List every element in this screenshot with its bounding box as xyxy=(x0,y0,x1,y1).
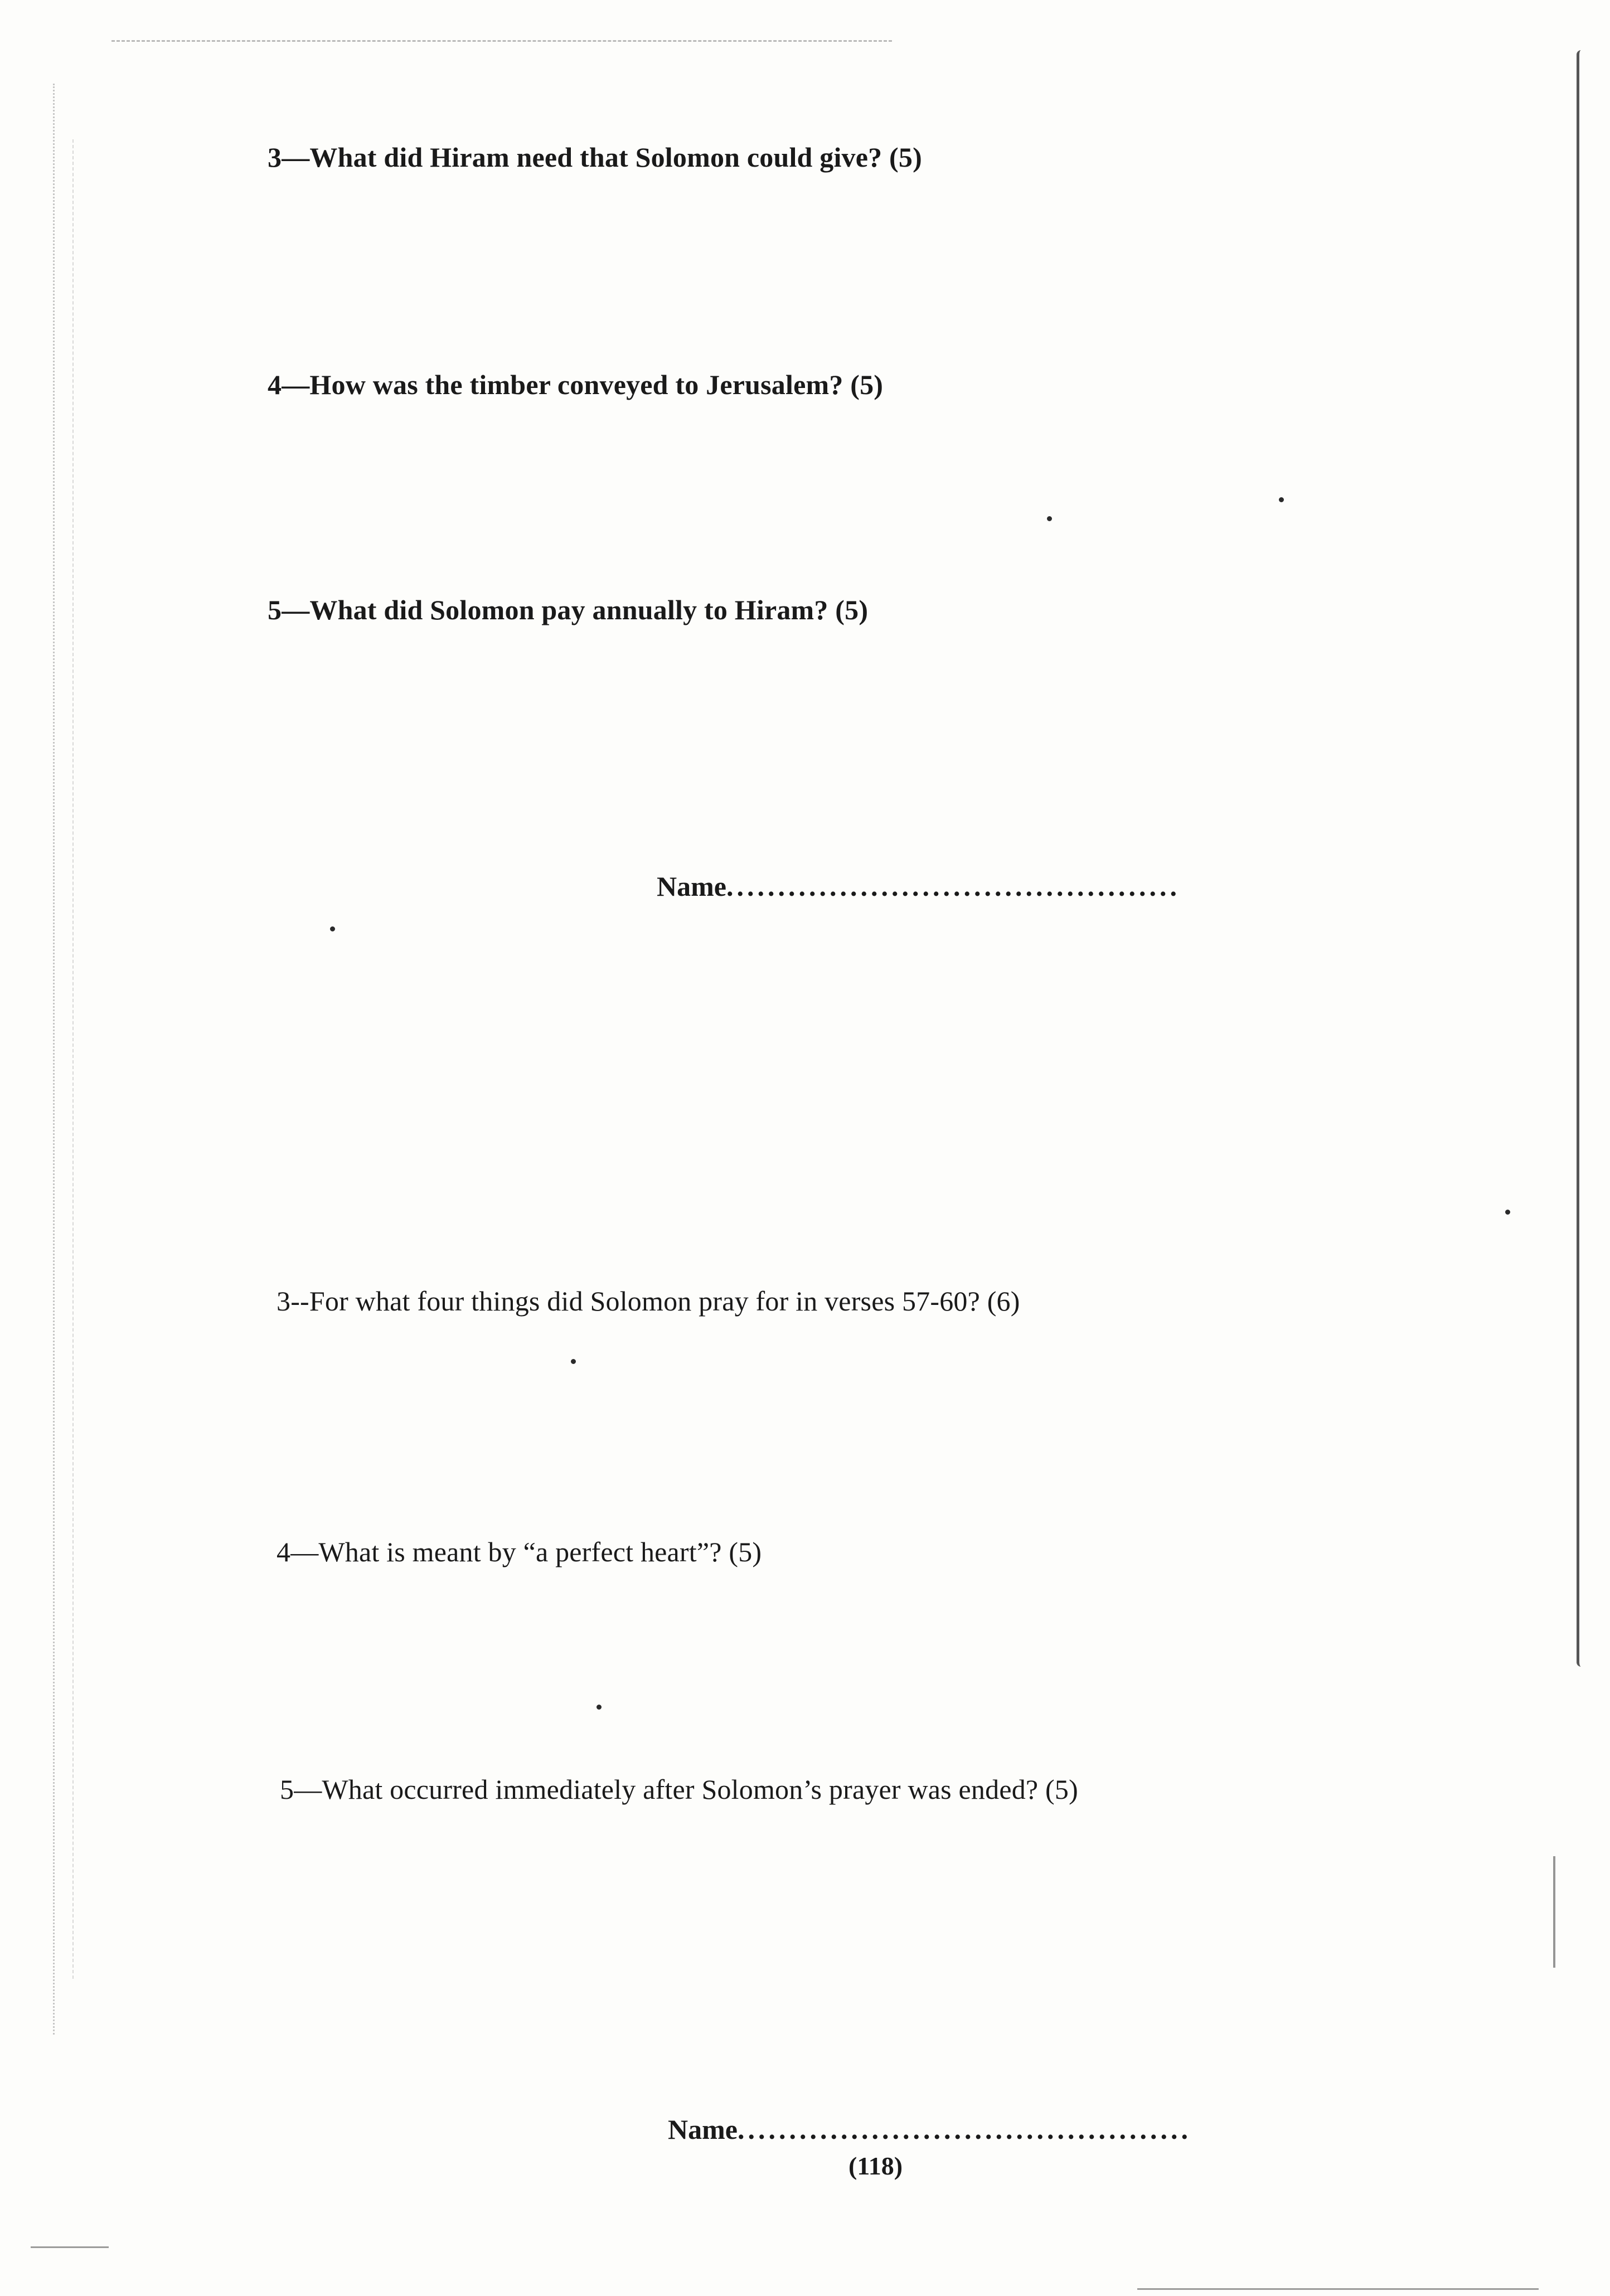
scan-edge-top xyxy=(111,40,892,44)
question-4-timber-conveyed: 4—How was the timber conveyed to Jerusalem? (5) xyxy=(268,369,884,400)
name-line-two xyxy=(668,2113,1191,2146)
scan-speck xyxy=(571,1359,576,1364)
page-number: (118) xyxy=(848,2152,903,2180)
scan-speck xyxy=(1505,1210,1510,1215)
question-5-annual-payment: 5—What did Solomon pay annually to Hiram? (5) xyxy=(268,594,869,625)
scan-speck xyxy=(1047,516,1052,521)
name-dots: ............................................ xyxy=(726,871,1180,902)
scan-edge-bottom xyxy=(1137,2288,1539,2290)
scan-edge-left-inner xyxy=(72,139,79,1979)
question-5-after-prayer: 5—What occurred immediately after Solomon’s prayer was ended? (5) xyxy=(280,1774,1078,1805)
scan-edge-left xyxy=(53,84,71,2035)
name-dots: ............................................ xyxy=(737,2114,1191,2145)
scan-edge-right-lower xyxy=(1553,1856,1555,1968)
scan-speck xyxy=(330,926,335,931)
name-line-one xyxy=(657,870,1180,903)
question-3-hiram-need: 3—What did Hiram need that Solomon could give? (5) xyxy=(268,142,922,173)
question-4-perfect-heart: 4—What is meant by “a perfect heart”? (5) xyxy=(277,1536,762,1567)
scan-edge-bottom-left xyxy=(31,2246,109,2248)
scan-speck xyxy=(1279,497,1284,502)
scan-speck xyxy=(597,1705,602,1710)
name-label: Name xyxy=(657,871,726,902)
scan-edge-right xyxy=(1577,50,1587,1667)
name-label: Name xyxy=(668,2114,738,2145)
question-3-four-things-prayed: 3--For what four things did Solomon pray for in verses 57-60? (6) xyxy=(277,1285,1020,1317)
